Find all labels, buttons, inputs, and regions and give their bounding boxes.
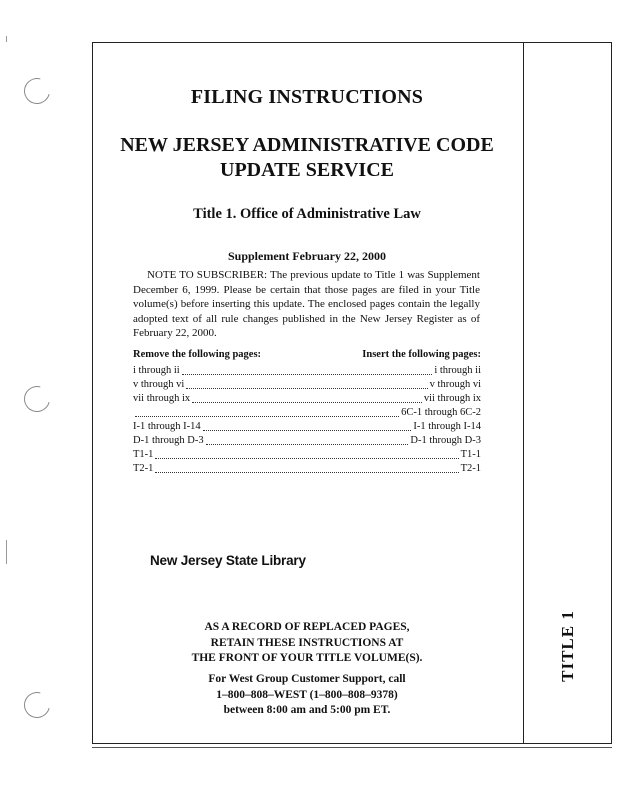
code-heading [100, 133, 514, 183]
support-phone: 1–800–808–WEST (1–800–808–9378) [216, 688, 398, 701]
dot-leader [135, 416, 399, 417]
binder-hole-icon [19, 687, 55, 723]
support-notice [100, 672, 514, 719]
code-heading-line1: NEW JERSEY ADMINISTRATIVE CODE [120, 134, 494, 156]
insert-cell: vii through ix [423, 393, 481, 404]
bottom-rule [92, 747, 612, 748]
tab-divider-line [523, 42, 524, 744]
table-row [133, 420, 481, 434]
binder-hole-icon [19, 381, 55, 417]
table-row [133, 392, 481, 406]
table-row [133, 462, 481, 476]
title-heading: Title 1. Office of Administrative Law [193, 206, 421, 222]
record-line: AS A RECORD OF REPLACED PAGES, [204, 621, 410, 633]
remove-cell: vii through ix [133, 393, 191, 404]
subscriber-note: NOTE TO SUBSCRIBER: The previous update to Title 1 was Supplement December 6, 1999. Please be certain that those pages are filed in your Title volume(s) before inserting this update. The enclosed pages contain the legally adopted text of all rule changes published in the New Jersey Register as of February 22, 2000. [133, 269, 480, 339]
support-line: For West Group Customer Support, call [208, 673, 406, 685]
code-heading-line2: UPDATE SERVICE [220, 159, 394, 181]
insert-cell: D-1 through D-3 [410, 435, 481, 446]
margin-mark [6, 540, 7, 564]
insert-cell: I-1 through I-14 [413, 421, 481, 432]
remove-cell: T1-1 [133, 449, 154, 460]
insert-cell: 6C-1 through 6C-2 [401, 407, 481, 418]
table-row [133, 448, 481, 462]
table-header [133, 349, 481, 360]
remove-cell: v through vi [133, 379, 185, 390]
margin-mark [6, 36, 7, 42]
dot-leader [155, 472, 458, 473]
title-tab-label: TITLE 1 [558, 610, 577, 682]
binder-hole-icon [19, 73, 55, 109]
insert-header: Insert the following pages: [362, 349, 481, 360]
insert-cell: v through vi [429, 379, 481, 390]
dot-leader [155, 458, 458, 459]
filing-heading: FILING INSTRUCTIONS [190, 86, 424, 108]
table-row [133, 378, 481, 392]
record-line: THE FRONT OF YOUR TITLE VOLUME(S). [191, 652, 423, 664]
insert-cell: i through ii [434, 365, 481, 376]
table-row [133, 434, 481, 448]
record-line: RETAIN THESE INSTRUCTIONS AT [210, 636, 404, 649]
insert-cell: T1-1 [460, 449, 481, 460]
dot-leader [186, 388, 427, 389]
insert-cell: T2-1 [460, 463, 481, 474]
table-row [133, 406, 481, 420]
support-hours: between 8:00 am and 5:00 pm ET. [223, 704, 391, 716]
supplement-heading: Supplement February 22, 2000 [227, 249, 386, 263]
remove-cell: D-1 through D-3 [133, 435, 204, 446]
dot-leader [203, 430, 412, 431]
remove-cell: I-1 through I-14 [133, 421, 201, 432]
remove-cell: T2-1 [133, 463, 154, 474]
record-notice [100, 620, 514, 667]
dot-leader [182, 374, 433, 375]
library-stamp: New Jersey State Library [150, 553, 306, 568]
remove-cell: i through ii [133, 365, 180, 376]
page-table [133, 364, 481, 476]
remove-header: Remove the following pages: [133, 349, 262, 360]
dot-leader [192, 402, 422, 403]
dot-leader [206, 444, 409, 445]
table-row [133, 364, 481, 378]
